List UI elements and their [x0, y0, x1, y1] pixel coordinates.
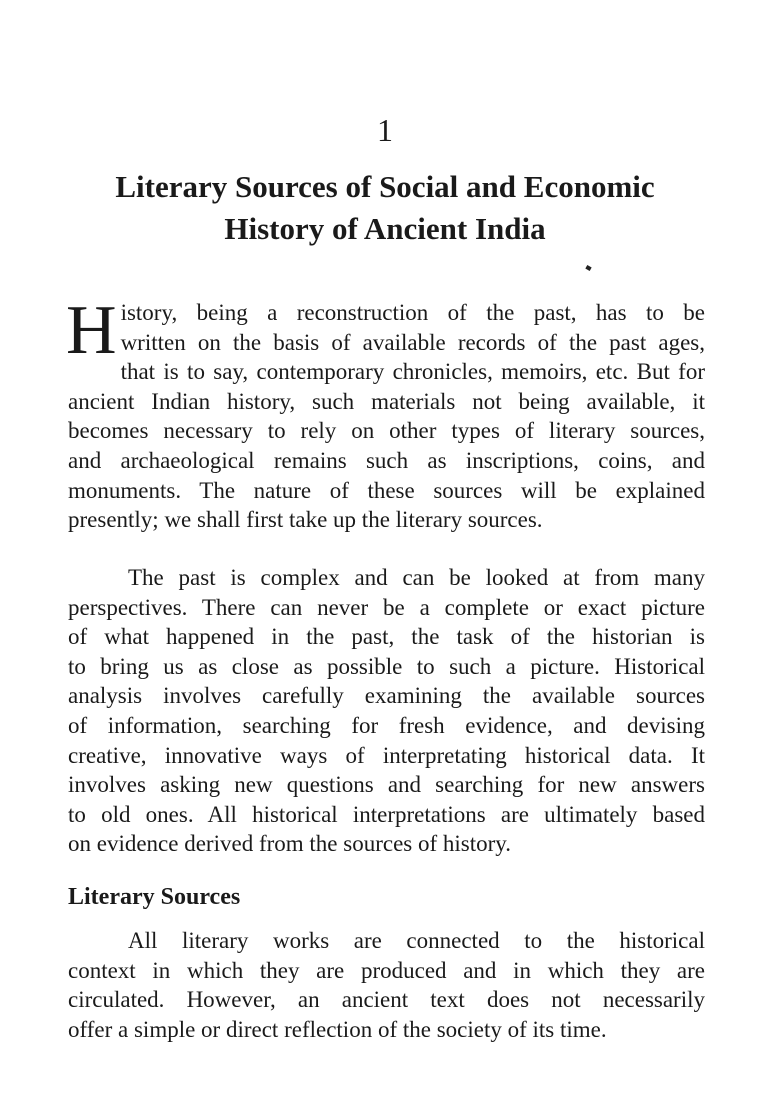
text-line: monuments. The nature of these sources will be explained: [68, 477, 705, 503]
text-line: analysis involves carefully examining the available sources: [68, 683, 705, 709]
text-line: The past is complex and can be looked at from many: [128, 565, 705, 590]
text-line: becomes necessary to rely on other types of literary sources,: [68, 418, 705, 444]
text-line: istory, being a reconstruction of the past, has to be: [120, 300, 705, 325]
chapter-number: 1: [377, 112, 393, 148]
chapter-title-line: Literary Sources of Social and Economic: [115, 169, 655, 204]
paragraph-2: [68, 563, 705, 859]
ink-speck: [585, 265, 591, 271]
text-line: that is to say, contemporary chronicles, memoirs, etc. But for: [120, 359, 705, 385]
chapter-title: [40, 166, 730, 250]
text-line: circulated. However, an ancient text does not necessarily: [68, 987, 705, 1013]
text-line: of what happened in the past, the task of the historian is: [68, 624, 705, 650]
paragraph-1: [66, 292, 705, 535]
text-line: All literary works are connected to the historical: [128, 928, 705, 953]
drop-cap: H: [66, 292, 117, 369]
text-line: written on the basis of available records of the past ages,: [120, 329, 705, 355]
text-line: creative, innovative ways of interpretating historical data. It: [68, 742, 705, 768]
section-heading: Literary Sources: [68, 884, 241, 910]
text-line: involves asking new questions and searching for new answers: [68, 772, 705, 798]
paragraph-3: [68, 926, 705, 1044]
text-line: context in which they are produced and in which they are: [68, 957, 705, 983]
text-line: and archaeological remains such as inscriptions, coins, and: [68, 447, 705, 473]
text-line: ancient Indian history, such materials not being available, it: [68, 388, 705, 414]
text-line: on evidence derived from the sources of history.: [68, 831, 512, 857]
text-line: presently; we shall first take up the literary sources.: [68, 507, 543, 533]
text-line: offer a simple or direct reflection of the society of its time.: [68, 1016, 607, 1042]
text-line: perspectives. There can never be a complete or exact picture: [68, 594, 705, 620]
text-line: of information, searching for fresh evidence, and devising: [68, 712, 705, 738]
text-line: to old ones. All historical interpretations are ultimately based: [68, 801, 705, 827]
chapter-title-line: History of Ancient India: [224, 211, 546, 246]
text-line: to bring us as close as possible to such a picture. Historical: [68, 653, 705, 679]
